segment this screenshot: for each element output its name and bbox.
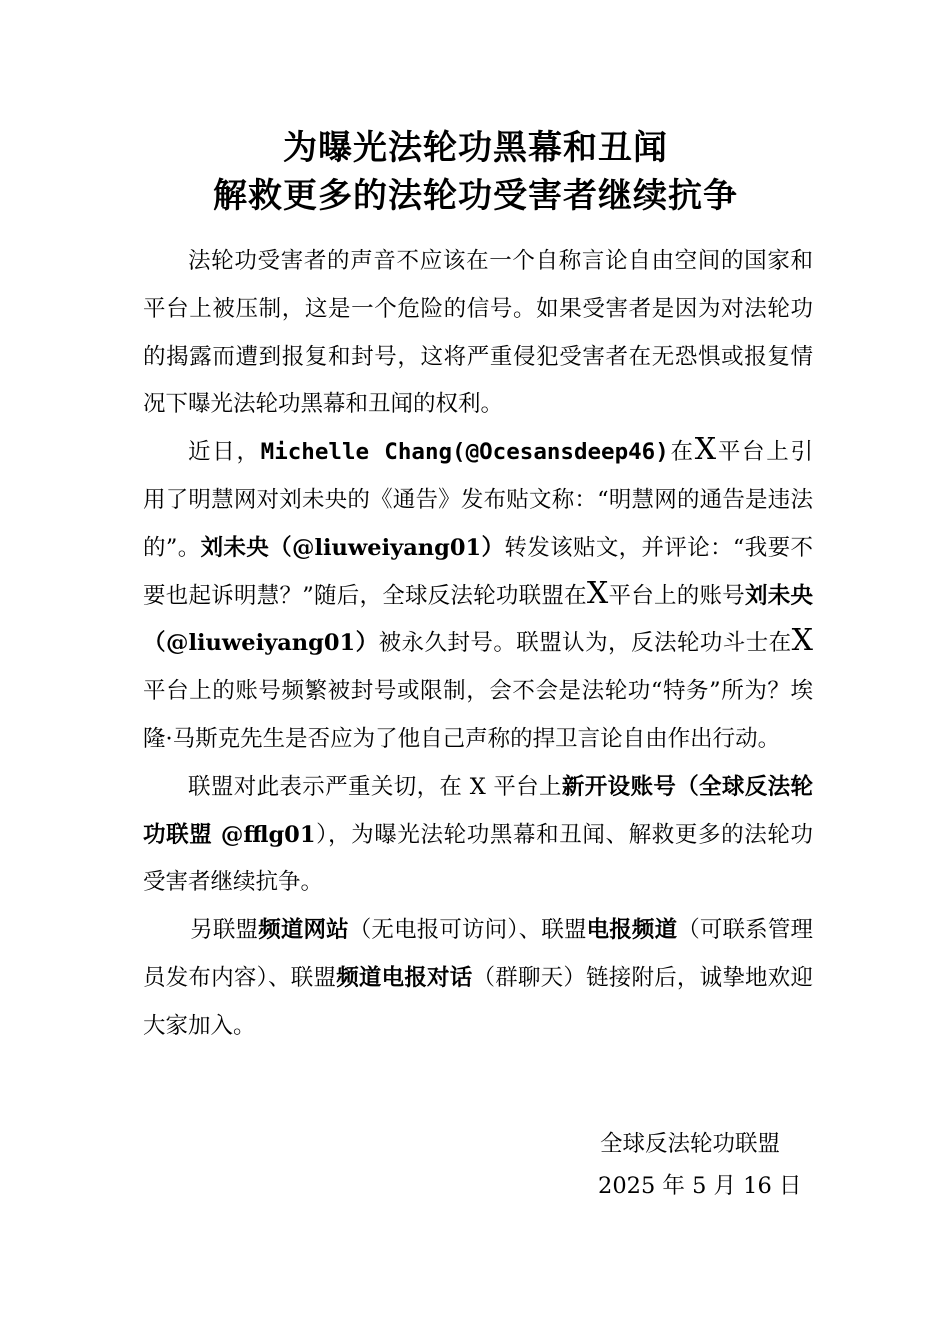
x-platform-mark-2: X: [586, 575, 609, 611]
paragraph-4: [143, 907, 813, 1050]
p2-text-1: 近日，: [188, 439, 261, 466]
p2-text-7: 平台上的账号频繁被封号或限制，会不会是法轮功“特务”所为？埃隆·马斯克先生是否应为了他自己声称的捍卫言论自由作出行动。: [143, 678, 813, 752]
title-line-2: 解救更多的法轮功受害者继续抗争: [213, 176, 738, 216]
p4-text-1: 另联盟: [190, 917, 259, 944]
signature-date: 2025 年 5 月 16 日: [598, 1173, 802, 1199]
channel-website-link[interactable]: 频道网站: [258, 917, 349, 944]
p3-text-2: ），为曝光法轮功黑幕和丑闻、解救更多的法轮功受害者继续抗争。: [143, 821, 813, 896]
handle-liuweiyang-2: 刘未央（@liuweiyang01）: [143, 582, 813, 657]
handle-liuweiyang-1: 刘未央（@liuweiyang01）: [200, 534, 505, 561]
x-platform-mark-1: X: [694, 432, 717, 468]
p2-text-4: 转发该贴文，并评论：“我要不要也起诉明慧？”随后，全球反法轮功联盟在: [143, 534, 813, 609]
signature-organization: 全球反法轮功联盟: [600, 1131, 781, 1157]
handle-michelle-chang: Michelle Chang(@Ocesansdeep46): [260, 439, 669, 466]
title-line-1: 为曝光法轮功黑幕和丑闻: [283, 128, 668, 168]
p2-text-6: 被永久封号。联盟认为，反法轮功斗士在: [378, 630, 792, 657]
paragraph-2: [143, 429, 813, 764]
p4-text-3: （可联系管理员发布内容）、联盟: [143, 917, 813, 991]
x-platform-mark-3: X: [791, 623, 813, 659]
paragraph-3: [143, 764, 813, 907]
paragraph-1: 法轮功受害者的声音不应该在一个自称言论自由空间的国家和平台上被压制，这是一个危险的信号。如果受害者是因为对法轮功的揭露而遭到报复和封号，这将严重侵犯受害者在无恐惧或报复情况下曝光法轮功黑幕和丑闻的权利。: [143, 248, 813, 418]
telegram-channel-link[interactable]: 电报频道: [586, 917, 678, 944]
p3-text-1: 联盟对此表示严重关切，在 X 平台上: [188, 773, 562, 800]
new-account-handle: 新开设账号（全球反法轮功联盟 @fflg01: [143, 773, 813, 848]
p4-text-4: （群聊天）链接附后，诚挚地欢迎大家加入。: [143, 964, 813, 1039]
article-body: [143, 238, 813, 1051]
p2-text-2: 在: [668, 439, 695, 466]
p2-text-3: 平台上引用了明慧网对刘未央的《通告》发布贴文称：“明慧网的通告是违法的”。: [143, 439, 813, 561]
telegram-chat-link[interactable]: 频道电报对话: [336, 964, 473, 991]
p4-text-2: （无电报可访问）、联盟: [348, 917, 587, 944]
p2-text-5: 平台上的账号: [608, 582, 745, 609]
